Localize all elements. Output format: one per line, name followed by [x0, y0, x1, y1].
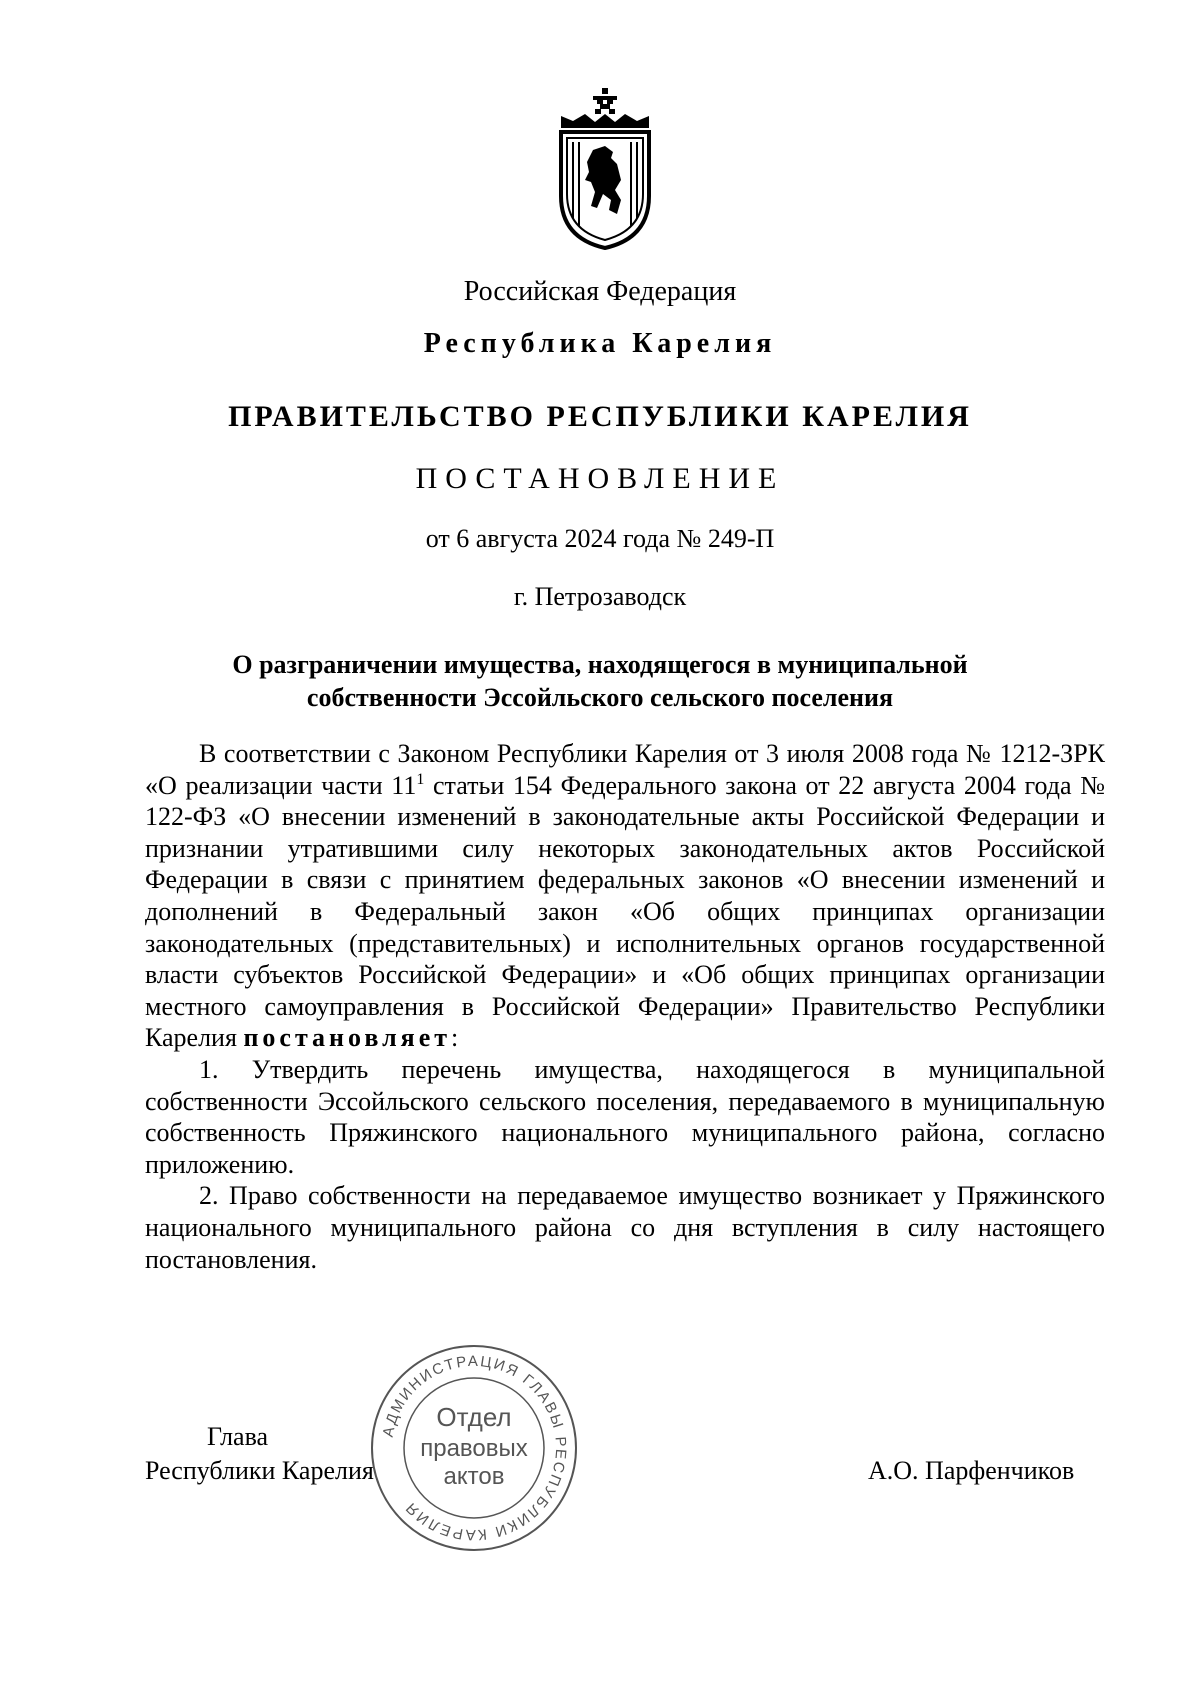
preamble-text-middle: статьи 154 Федерального закона от 22 августа 2004 года № 122-ФЗ «О внесении изменений в законодательные акты Российской Федерации и признании утратившими силу некоторых законодательных актов Российской Федерации в связи с принятием федеральных законов «О внесении изменений и дополнений в Федеральный закон «Об общих принципах организации законодательных (представительных) и исполнительных органов государственной власти субъектов Российской Федерации» и «Об общих принципах организации местного самоуправления в Российской Федерации» Правительство Республики Карелия — [145, 770, 1106, 1053]
stamp-line-3: актов — [443, 1463, 505, 1490]
resolves-keyword: постановляет — [243, 1023, 452, 1053]
position-line-2: Республики Карелия — [145, 1456, 374, 1485]
republic-name: Республика Карелия — [423, 328, 777, 359]
country-name: Российская Федерация — [463, 276, 737, 307]
preamble-text-start: В соответствии с Законом Республики Карелия от 3 июля 2008 года № 1212-ЗРК «О реализации части 11 — [145, 739, 1105, 800]
legal-department-stamp — [368, 1342, 580, 1554]
title-line-1: О разграничении имущества, находящегося в муниципальной — [232, 650, 968, 679]
stamp-ring-text: АДМИНИСТРАЦИЯ ГЛАВЫ РЕСПУБЛИКИ КАРЕЛИЯ — [379, 1352, 570, 1544]
issuing-authority: ПРАВИТЕЛЬСТВО РЕСПУБЛИКИ КАРЕЛИЯ — [228, 400, 972, 433]
karelia-coat-of-arms-icon — [555, 88, 655, 250]
title-line-2: собственности Эссойльского сельского поселения — [306, 683, 894, 712]
signatory-name: А.О. Парфенчиков — [868, 1456, 1075, 1485]
document-type: ПОСТАНОВЛЕНИЕ — [415, 462, 785, 495]
stamp-line-2: правовых — [420, 1435, 528, 1462]
clause-1: 1. Утвердить перечень имущества, находящегося в муниципальной собственности Эссойльского сельского поселения, передаваемого в муниципальную собственность Пряжинского национального муниципального района, согласно приложению. — [145, 1054, 1105, 1179]
crown-icon — [561, 114, 649, 128]
preamble-colon: : — [451, 1023, 459, 1053]
superscript: 1 — [416, 770, 425, 788]
clause-2: 2. Право собственности на передаваемое имущество возникает у Пряжинского национального муниципального района со дня вступления в силу настоящего постановления. — [145, 1181, 1105, 1274]
star-icon — [593, 88, 617, 114]
date-and-number: от 6 августа 2024 года № 249-П — [425, 524, 775, 553]
place-of-issue: г. Петрозаводск — [513, 582, 687, 611]
position-line-1: Глава — [207, 1422, 269, 1451]
stamp-line-1: Отдел — [436, 1402, 512, 1432]
document-body — [145, 738, 1105, 1275]
signatory-position — [145, 1420, 374, 1488]
document-title — [0, 648, 1200, 714]
preamble-paragraph — [145, 738, 1105, 1054]
